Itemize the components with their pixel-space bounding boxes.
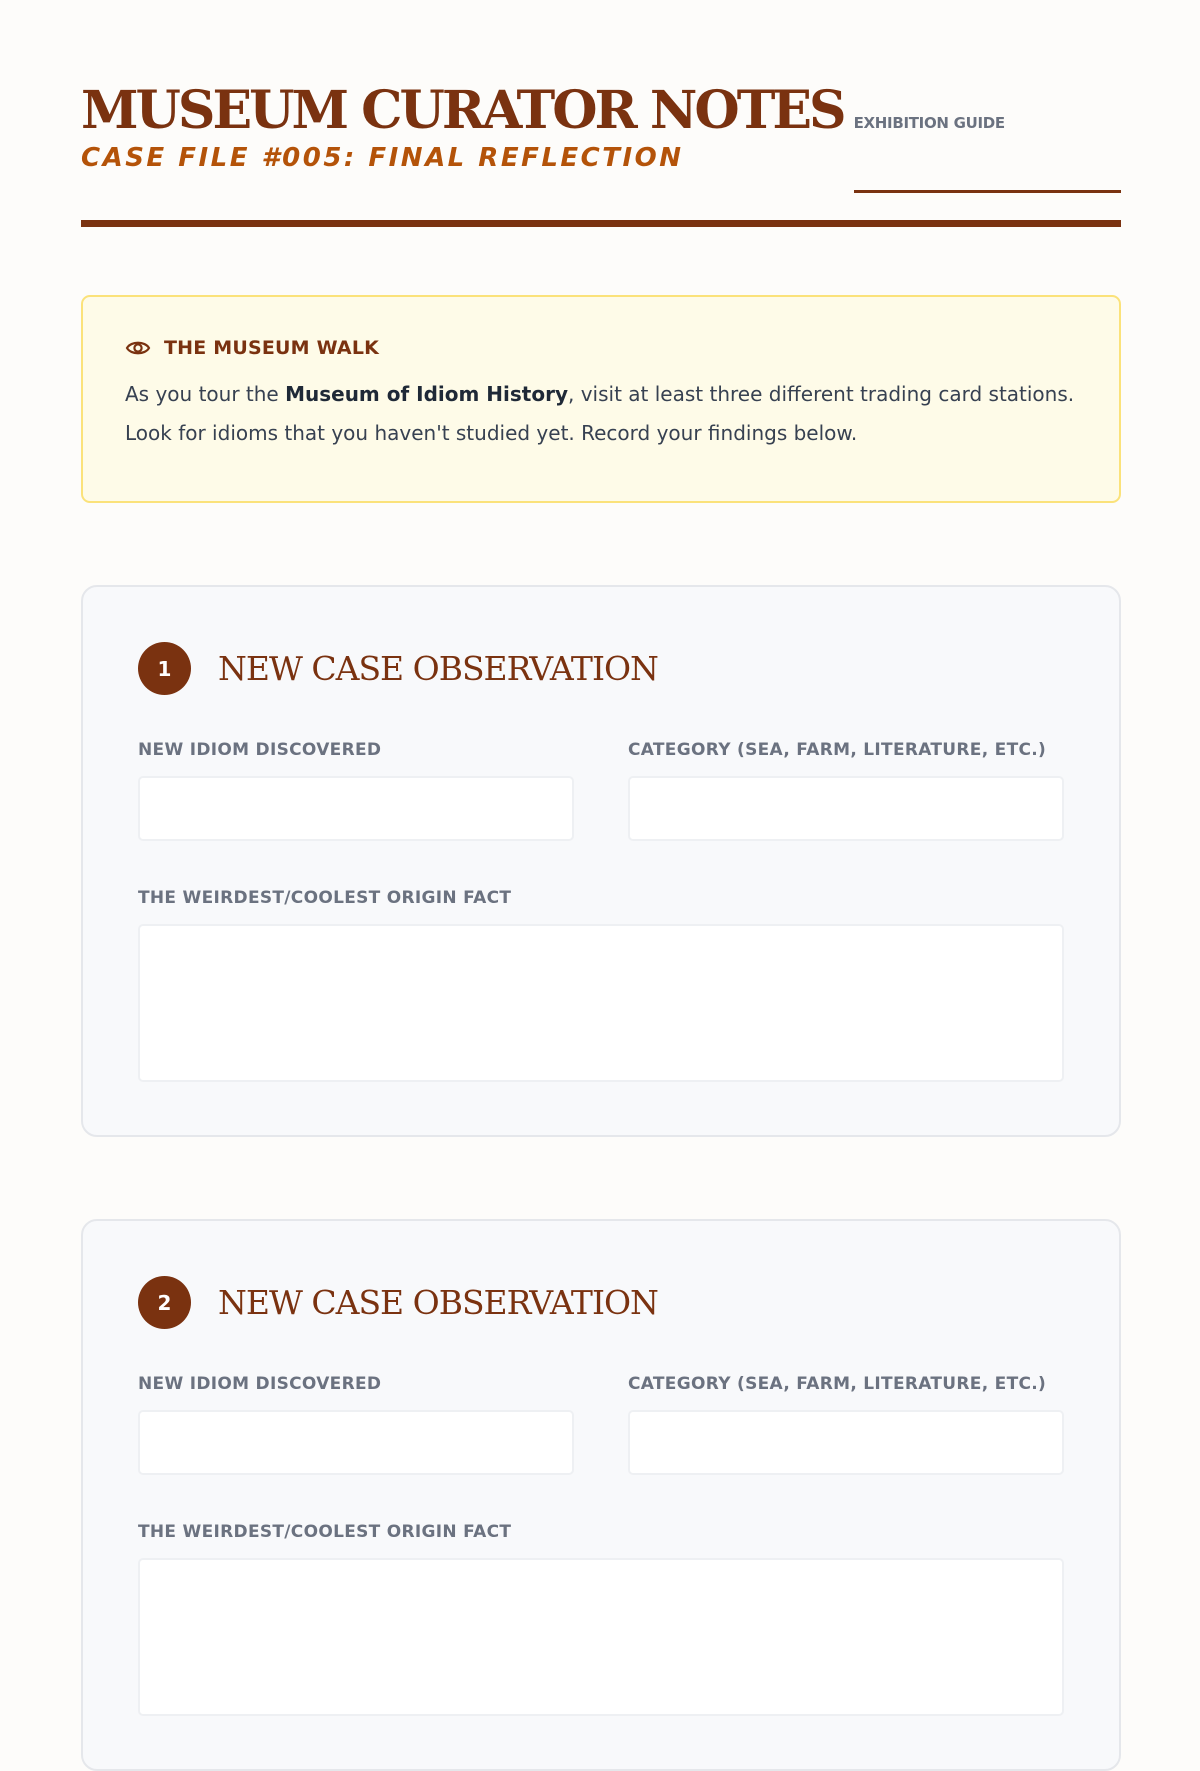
idiom-label: NEW IDIOM DISCOVERED [138, 740, 382, 760]
page-header [81, 82, 1121, 173]
category-label: CATEGORY (SEA, FARM, LITERATURE, ETC.) [628, 1374, 1047, 1394]
header-divider [81, 220, 1121, 227]
observation-card-2 [81, 1219, 1121, 1771]
notice-text-start: As you tour the [125, 382, 286, 406]
origin-fact-textarea[interactable] [138, 1558, 1064, 1716]
card-title: NEW CASE OBSERVATION [218, 649, 658, 688]
observation-card-1 [81, 585, 1121, 1137]
case-file-subtitle: CASE FILE #005: FINAL REFLECTION [81, 143, 684, 174]
museum-name: Museum of Idiom History [285, 382, 568, 406]
origin-fact-textarea[interactable] [138, 924, 1064, 1082]
title-row [81, 82, 1121, 139]
category-input[interactable] [628, 1410, 1064, 1475]
category-label: CATEGORY (SEA, FARM, LITERATURE, ETC.) [628, 740, 1047, 760]
museum-walk-notice [81, 295, 1121, 503]
card-number-badge: 1 [138, 642, 191, 695]
card-number-badge: 2 [138, 1276, 191, 1329]
card-header [138, 642, 658, 695]
name-line[interactable] [854, 190, 1121, 193]
notice-text-end: , visit at least three different trading card stations. Look for idioms that you haven't studied yet. Record your findings below. [125, 382, 1075, 445]
notice-title: THE MUSEUM WALK [164, 337, 380, 359]
idiom-label: NEW IDIOM DISCOVERED [138, 1374, 382, 1394]
card-title: NEW CASE OBSERVATION [218, 1283, 658, 1322]
origin-fact-label: THE WEIRDEST/COOLEST ORIGIN FACT [138, 1522, 512, 1542]
category-input[interactable] [628, 776, 1064, 841]
idiom-input[interactable] [138, 1410, 574, 1475]
page-title: MUSEUM CURATOR NOTES [81, 80, 844, 141]
exhibition-guide-label: EXHIBITION GUIDE [853, 114, 1005, 132]
idiom-input[interactable] [138, 776, 574, 841]
card-header [138, 1276, 658, 1329]
notice-text [125, 375, 1077, 453]
origin-fact-label: THE WEIRDEST/COOLEST ORIGIN FACT [138, 888, 512, 908]
eye-icon [125, 338, 151, 358]
notice-header [125, 337, 1077, 359]
